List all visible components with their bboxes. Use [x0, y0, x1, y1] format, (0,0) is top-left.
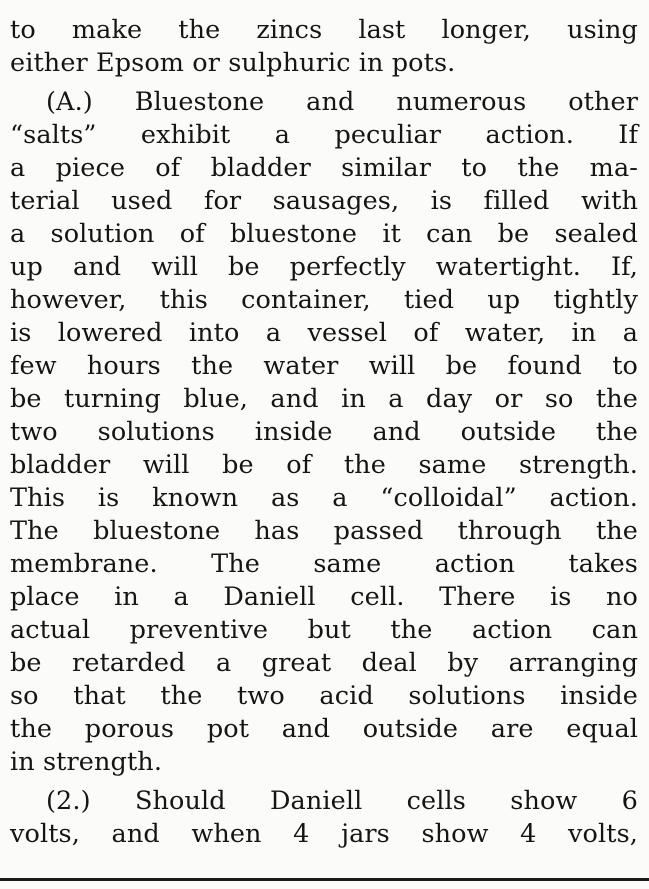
paragraph-answer-a — [10, 86, 638, 779]
text-line: place in a Daniell cell. There is no — [10, 582, 638, 612]
text-line: This is known as a “colloidal” action. — [10, 483, 638, 513]
text-line: a piece of bladder similar to the ma- — [10, 153, 638, 183]
text-line: in strength. — [10, 747, 163, 777]
text-line: terial used for sausages, is filled with — [10, 186, 638, 216]
text-line: be retarded a great deal by arranging — [10, 648, 638, 678]
text-line: bladder will be of the same strength. — [10, 450, 638, 480]
text-line: to make the zincs last longer, using — [10, 15, 638, 45]
text-line: be turning blue, and in a day or so the — [10, 384, 638, 414]
text-line: few hours the water will be found to — [10, 351, 638, 381]
text-line: (A.) Bluestone and numerous other — [46, 87, 638, 117]
text-line: volts, and when 4 jars show 4 volts, — [10, 819, 638, 849]
text-line: however, this container, tied up tightly — [10, 285, 638, 315]
text-line: so that the two acid solutions inside — [10, 681, 638, 711]
text-line: either Epsom or sulphuric in pots. — [10, 48, 456, 78]
text-line: The bluestone has passed through the — [10, 516, 638, 546]
text-line: (2.) Should Daniell cells show 6 — [46, 786, 638, 816]
text-line: the porous pot and outside are equal — [10, 714, 638, 744]
text-line: a solution of bluestone it can be sealed — [10, 219, 638, 249]
article-column — [10, 14, 638, 851]
text-line: is lowered into a vessel of water, in a — [10, 318, 638, 348]
text-line: membrane. The same action takes — [10, 549, 638, 579]
text-line: “salts” exhibit a peculiar action. If — [10, 120, 638, 150]
paragraph-continuation — [10, 14, 638, 80]
column-bottom-rule — [0, 878, 649, 881]
text-line: actual preventive but the action can — [10, 615, 638, 645]
text-line: up and will be perfectly watertight. If, — [10, 252, 638, 282]
text-line: two solutions inside and outside the — [10, 417, 638, 447]
paragraph-question-2 — [10, 785, 638, 851]
